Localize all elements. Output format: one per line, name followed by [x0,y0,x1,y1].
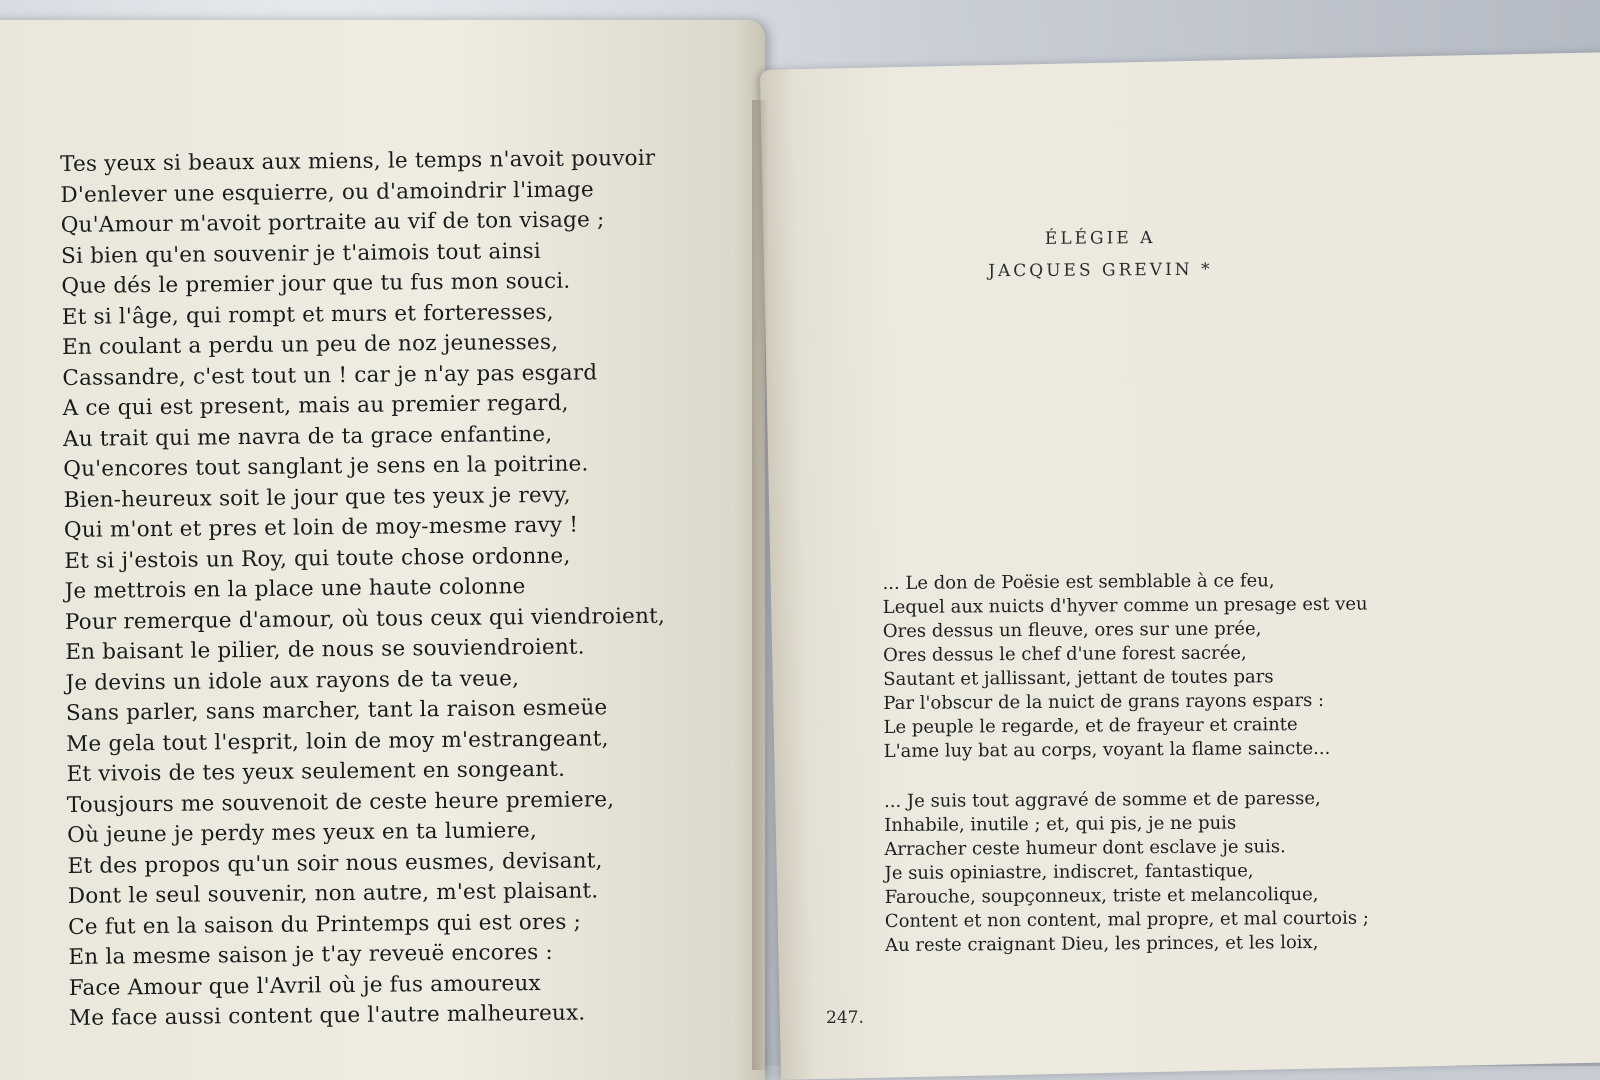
poem-line: D'enlever une esquierre, ou d'amoindrir l'image [60,176,594,208]
poem-line: Si bien qu'en souvenir je t'aimois tout ainsi [60,238,542,269]
poem-line: Qu'Amour m'avoit portraite au vif de ton visage ; [60,207,605,238]
poem-line: Et des propos qu'un soir nous eusmes, devisant, [67,847,603,879]
book-gutter [752,100,776,1070]
poem-line: Qu'encores tout sanglant je sens en la poitrine. [63,451,589,482]
poem-line: En coulant a perdu un peu de noz jeunesses, [61,329,559,360]
stanza-two [884,786,1485,958]
poem-line: Et si l'âge, qui rompt et murs et forteresses, [61,299,554,330]
poem-line: Tes yeux si beaux aux miens, le temps n'avoit pouvoir [60,145,656,177]
poem-line: Cassandre, c'est tout un ! car je n'ay pas esgard [62,359,598,391]
poem-line: Tousjours me souvenoit de ceste heure premiere, [66,786,615,818]
poem-line: Je suis opiniastre, indiscret, fantastique, [884,860,1254,884]
stanza-one [882,568,1483,764]
poem-line: Pour remerque d'amour, où tous ceux qui viendroient, [64,603,666,635]
poem-line: Ores dessus le chef d'une forest sacrée, [882,642,1247,666]
poem-line: Sautant et jallissant, jettant de toutes pars [883,666,1274,690]
page-number: 247. [826,1008,864,1028]
poem-line: Content et non content, mal propre, et mal courtois ; [884,907,1369,932]
poem-line: Bien-heureux soit le jour que tes yeux je revy, [63,482,571,513]
poem-line: Et vivois de tes yeux seulement en songeant. [66,756,566,787]
poem-line: A ce qui est present, mais au premier regard, [62,390,569,421]
poem-line: Le peuple le regarde, et de frayeur et crainte [883,714,1298,738]
poem-line: Ores dessus un fleuve, ores sur une prée, [882,618,1262,642]
poem-line: Au reste craignant Dieu, les princes, et les loix, [884,931,1319,956]
poem-line: Dont le seul souvenir, non autre, m'est plaisant. [67,878,599,909]
poem-line: En la mesme saison je t'ay reveuë encores : [68,939,554,970]
poem-dedicatee: JACQUES GREVIN * [988,259,1213,282]
poem-line: Lequel aux nuicts d'hyver comme un presage est veu [882,593,1368,618]
right-page-content [880,216,1485,958]
poem-title: ÉLÉGIE A [1044,228,1156,249]
poem-line: ... Je suis tout aggravé de somme et de paresse, [883,787,1321,812]
poem-line: Me face aussi content que l'autre malheureux. [68,1000,586,1031]
poem-line: L'ame luy bat au corps, voyant la flame saincte... [883,737,1331,762]
poem-line: Inhabile, inutile ; et, qui pis, je ne puis [884,812,1237,836]
poem-line: Qui m'ont et pres et loin de moy-mesme ravy ! [63,512,579,543]
poem-line: Me gela tout l'esprit, loin de moy m'estrangeant, [66,725,609,757]
poem-line: Par l'obscur de la nuict de grans rayons espars : [883,689,1325,714]
poem-line: Et si j'estois un Roy, qui toute chose ordonne, [64,543,571,574]
left-page-poem [60,143,729,1034]
poem-line: En baisant le pilier, de nous se souviendroient. [65,634,585,665]
poem-line: Je mettrois en la place une haute colonne [64,574,526,604]
poem-line: Arracher ceste humeur dont esclave je suis. [884,836,1286,860]
poem-line: Farouche, soupçonneux, triste et melancolique, [884,883,1319,908]
poem-line: Sans parler, sans marcher, tant la raison esmeüe [65,695,608,726]
poem-line: Face Amour que l'Avril où je fus amoureux [68,970,541,1001]
poem-line: Ce fut en la saison du Printemps qui est ores ; [68,909,582,940]
poem-line: Où jeune je perdy mes yeux en ta lumiere, [67,818,538,848]
poem-line: Que dés le premier jour que tu fus mon souci. [61,268,571,299]
poem-line: Au trait qui me navra de ta grace enfantine, [62,421,553,452]
poem-line: ... Le don de Poësie est semblable à ce feu, [882,570,1275,594]
poem-line: Je devins un idole aux rayons de ta veue, [65,665,520,696]
